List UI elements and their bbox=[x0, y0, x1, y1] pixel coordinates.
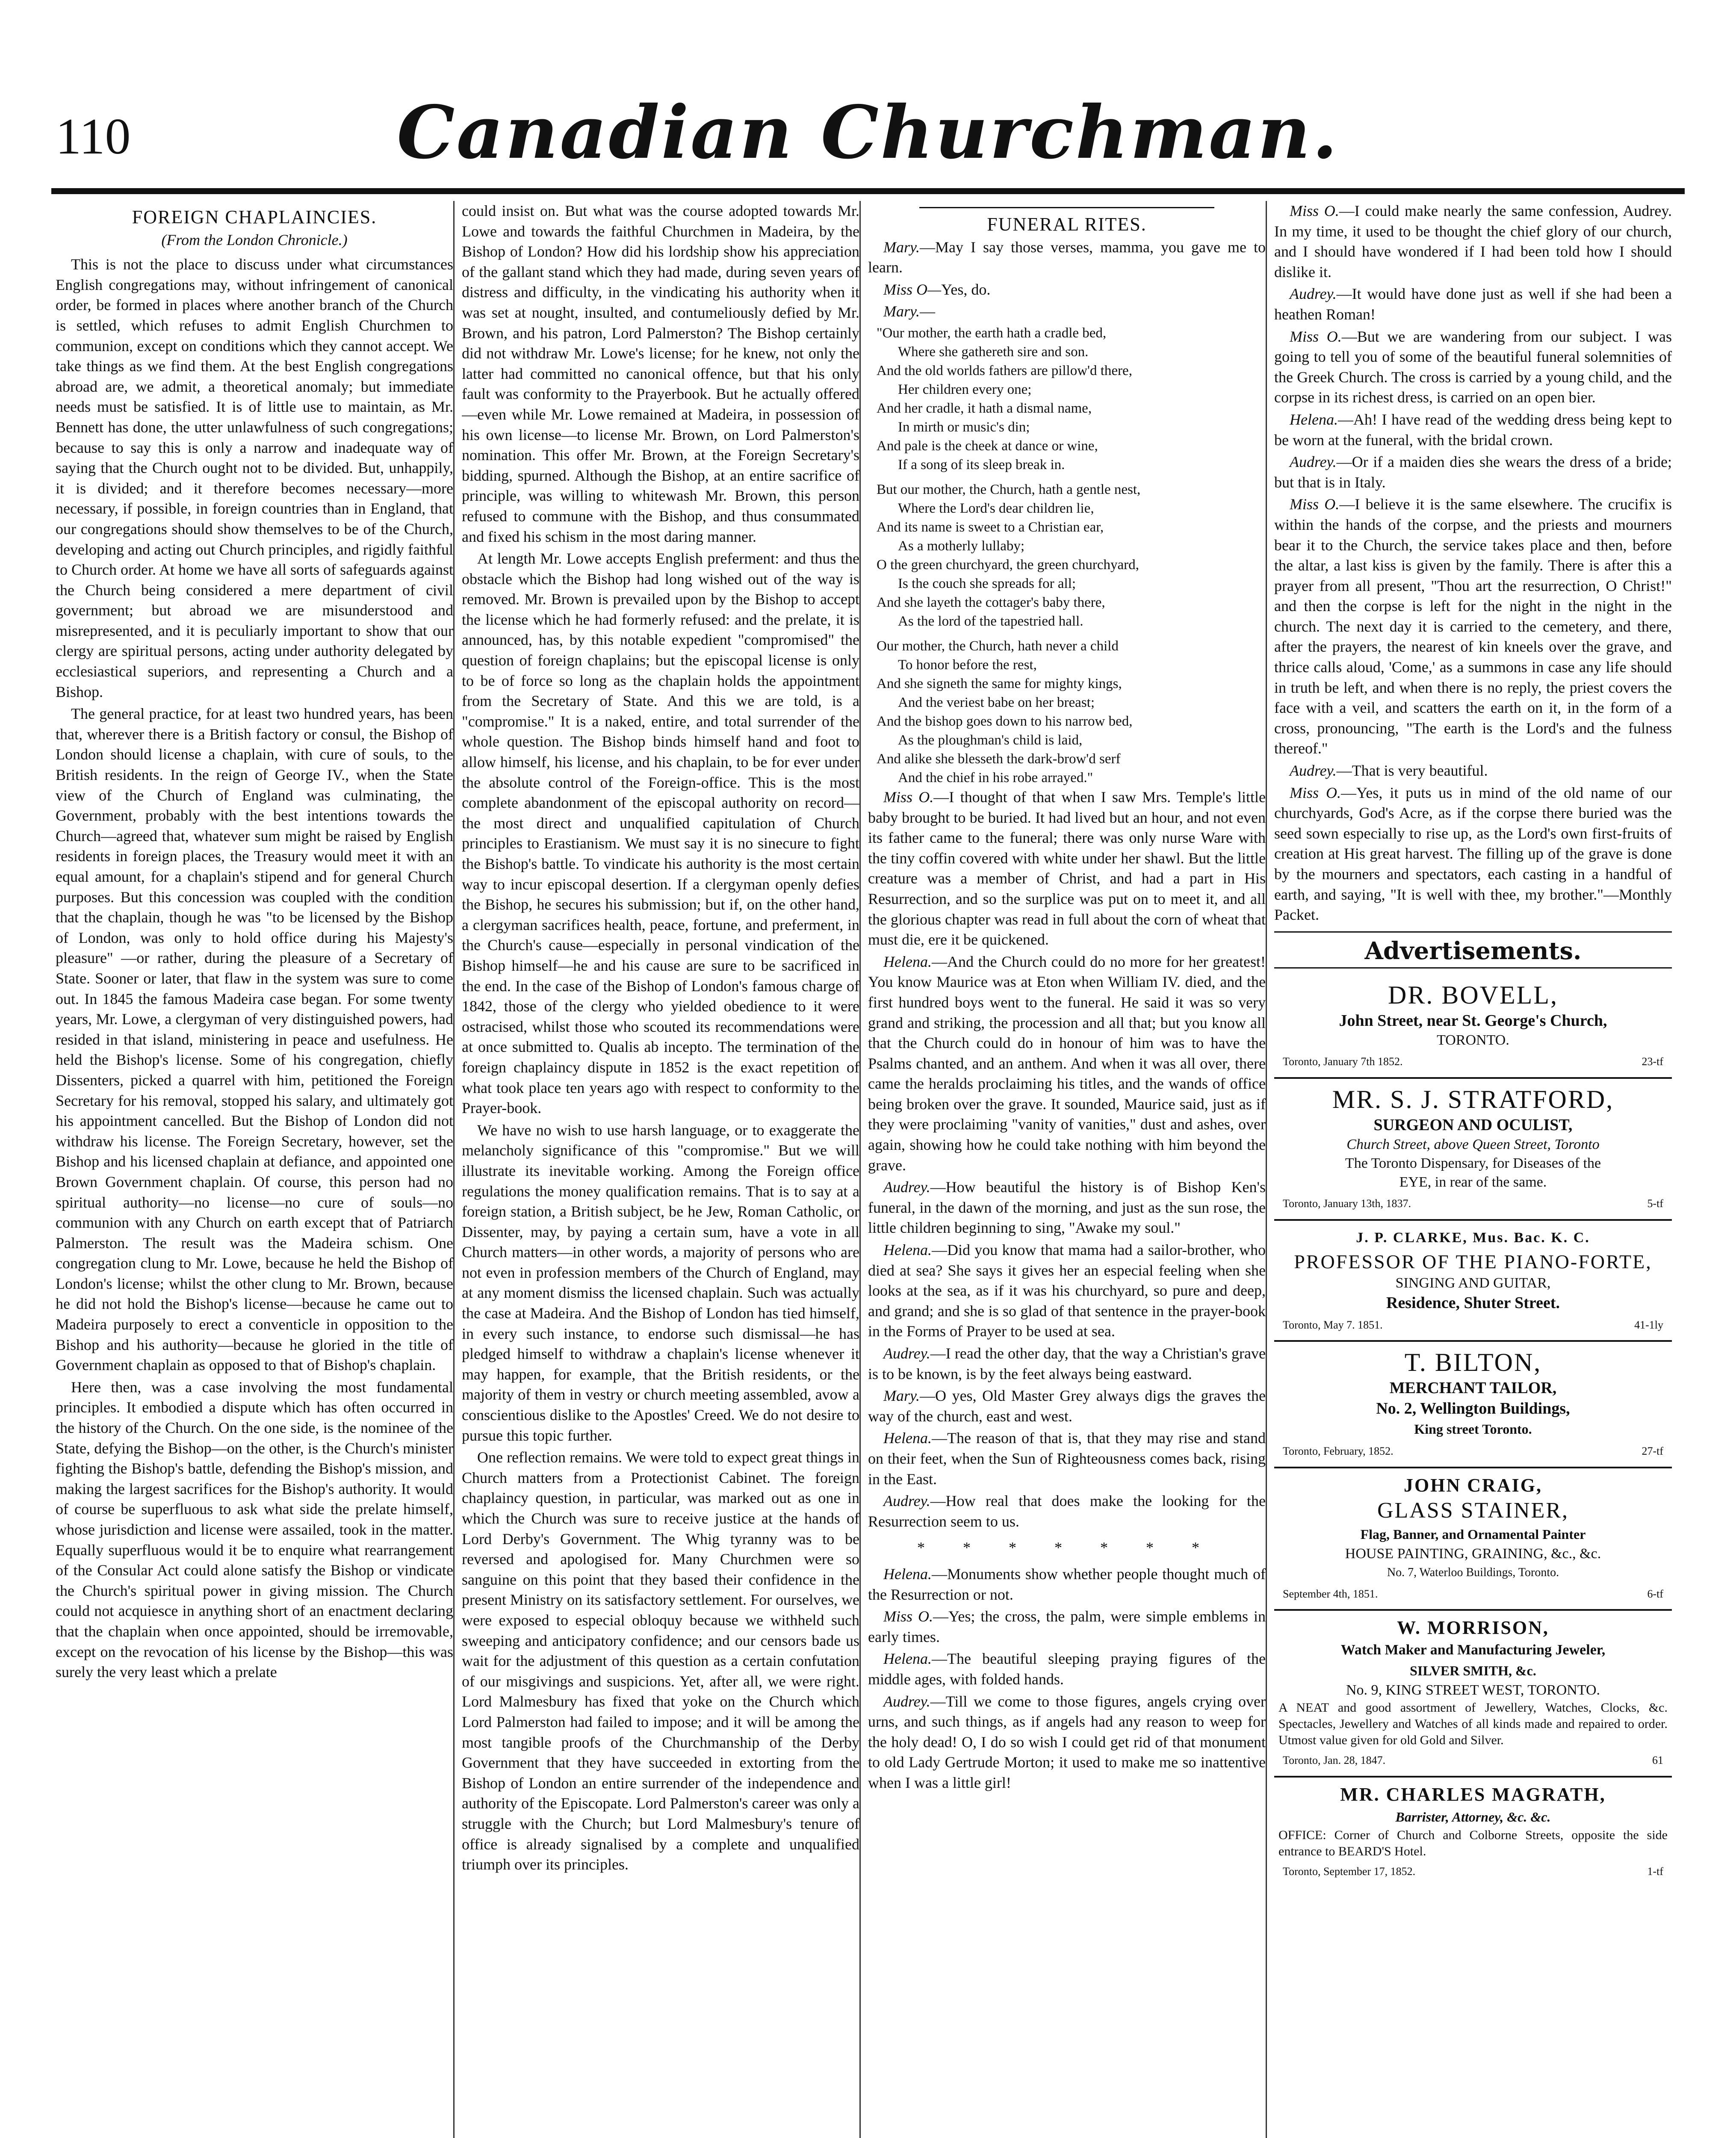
article-paragraph: This is not the place to discuss under what circumstances English congregations may, without infringement of canonical order, be formed in places where another branch of the Church is settled, which refuses to admit English Churchmen to communion, except on conditions which they cannot accept. We take things as we find them. At the best English congregations abroad are, we admit, a theoretical anomaly; but immediate needs must be satisfied. It is of little use to maintain, as Mr. Bennett has done, the utter unlawfulness of such congregations; because to say this is only a narrow and inadequate way of saying that the Church ought not to be divided. But, unhappily, it is divided; and it therefore becomes necessary—more necessary, if possible, in foreign countries than in England, that our congregations should show themselves to be of the Church, developing and acting out Church principles, and rigidly faithful to Church order. At home we have all sorts of safeguards against the Church being considered a mere department of civil government; but abroad we are misunderstood and misrepresented, and it is peculiarly important to show that our clergy are spiritual persons, acting under authority delegated by ecclesiastical superiors, and representing a Church and a Bishop. bbox=[56, 256, 453, 700]
verse-line: "Our mother, the earth hath a cradle bed, bbox=[877, 325, 1107, 341]
verse-line: And the bishop goes down to his narrow bed, bbox=[877, 713, 1133, 729]
ad-line: TORONTO. bbox=[1437, 1032, 1509, 1048]
speaker: Helena. bbox=[883, 1429, 932, 1447]
ad-line: PROFESSOR OF THE PIANO-FORTE, bbox=[1294, 1250, 1652, 1273]
ad-line: SURGEON AND OCULIST, bbox=[1373, 1116, 1573, 1134]
dialogue-text: —Ah! I have read of the wedding dress being kept to be worn at the funeral, with the bridal crown. bbox=[1274, 410, 1672, 449]
speaker: Audrey. bbox=[883, 1492, 930, 1510]
advertisement bbox=[1274, 975, 1672, 1079]
column-3 bbox=[868, 201, 1266, 2138]
dialogue-line bbox=[1274, 761, 1672, 781]
ad-line: Residence, Shuter Street. bbox=[1386, 1293, 1560, 1312]
dialogue-text: —May I say those verses, mamma, you gave me to learn. bbox=[868, 238, 1266, 276]
ad-name: J. P. CLARKE, Mus. Bac. K. C. bbox=[1356, 1229, 1590, 1246]
article-paragraph: The general practice, for at least two hundred years, has been that, wherever there is a British factory or consul, the Bishop of London should license a chaplain, with cure of souls, to the British residents. In the reign of George IV., when the State view of the Church of England was culminating, the Government, probably with the best intentions towards the Church—agreed that, whatever sum might be raised by English residents in foreign places, the Treasury would meet it with an equal amount, for a chaplain's stipend and for general Church purposes. But this concession was coupled with the condition that the chaplain, though he was "to be licensed by the Bishop of London, was only to hold office during his Majesty's pleasure" —or rather, during the pleasure of a Secretary of State. Sooner or later, that flaw in the system was sure to come out. In 1845 the famous Madeira case began. For some twenty years, Mr. Lowe, a clergyman of very distinguished powers, had resided in that island, ministering in peace and usefulness. He held the Bishop's license. Some of his congregation, chiefly Dissenters, picked a quarrel with him, petitioned the Foreign Secretary for his removal, stopped his salary, and ultimately got his appointment cancelled. But the Bishop of London did not withdraw his license. The Foreign Secretary, however, set the Bishop and his licensed chaplain at defiance, and appointed one Brown Government chaplain. Of course, this person had no spiritual authority—no license—no cure of souls—no communion with any Church on earth except that of Patriarch Palmerston. The result was the Madeira schism. One congregation clung to Mr. Lowe, because he held the Bishop of London's license; whilst the other clung to Mr. Brown, because he did not hold the Bishop's license—because he came out to Madeira purposely to erect a conventicle in opposition to the Bishop and his authority—because he gloried in the title of Government chaplain as opposed to that of Bishop's chaplain. bbox=[56, 705, 453, 1374]
ad-name: MR. CHARLES MAGRATH, bbox=[1340, 1784, 1606, 1805]
dialogue-text: —Yes, it puts us in mind of the old name of our churchyards, God's Acre, as if the corpse there buried was the seed sown especially to rise up, as the Lord's own first-fruits of creation at His great harvest. The filling up of the grave is done by the mourners and spectators, each casting in a handful of earth, and saying, "It is well with thee, my brother."—Monthly Packet. bbox=[1274, 784, 1672, 924]
section-rule bbox=[1274, 931, 1672, 933]
dialogue-text: —But we are wandering from our subject. I was going to tell you of some of the beautiful funeral solemnities of the Greek Church. The cross is carried by a young child, and the corpse in its richest dress, is carried on an open bier. bbox=[1274, 328, 1672, 406]
ad-code: 41-1ly bbox=[1634, 1318, 1663, 1331]
dialogue-text: —Did you know that mama had a sailor-brother, who died at sea? She says it gives her an especial feeling when she looks at the sea, as if it was his churchyard, so pure and deep, and grand; and she is so glad of that sentence in the prayer-book in the Forms of Prayer to be used at sea. bbox=[868, 1241, 1266, 1340]
ad-text: A NEAT and good assortment of Jewellery, Watches, Clocks, &c. Spectacles, Jewellery and Watches of all kinds made and repaired to order. Utmost value given for old Gold and Silver. bbox=[1278, 1701, 1668, 1748]
speaker: Mary. bbox=[883, 1387, 920, 1405]
advertisement bbox=[1274, 1079, 1672, 1221]
verse-line: As a motherly lullaby; bbox=[898, 538, 1025, 554]
dialogue-line bbox=[868, 1240, 1266, 1342]
article-paragraph: At length Mr. Lowe accepts English preferment: and thus the obstacle which the Bishop had long wished out of the way is removed. Mr. Brown is prevailed upon by the Bishop to accept the license which he had formerly refused: and the prelate, it is announced, has, by this notable expedient "compromised" the question of foreign chaplains; but the episcopal license is only to be of force so long as the chaplain holds the appointment from the Secretary of State. And this we are told, is a "compromise." It is a naked, entire, and total surrender of the whole question. The Bishop binds himself hand and foot to allow himself, his license, and his chaplain, to be for ever under the absolute control of the Foreign-office. This is the most complete abandonment of the episcopal authority on record—the most direct and unqualified capitulation of Church principles to Erastianism. We must say it is no sinecure to fight the Bishop's battle. To vindicate his authority is the most certain way to incur episcopal desertion. If a clergyman openly defies the Bishop, he secures his submission; but if, on the other hand, a clergyman sacrifices health, peace, fortune, and preferment, in the Church's cause—especially in personal vindication of the Bishop himself—he and his cause are sure to be sacrificed in the end. In the case of the Bishop of London's famous charge of 1842, those of the clergy who yielded obedience to it were ostracised, whilst those who scouted its recommendations were at once submitted to. Qualis ab incepto. The termination of the foreign chaplaincy dispute in 1852 is the exact repetition of what took place ten years ago with respect to conformity to the Prayer-book. bbox=[462, 550, 859, 1117]
verse-line: Our mother, the Church, hath never a child bbox=[877, 638, 1119, 654]
article-paragraph: could insist on. But what was the course adopted towards Mr. Lowe and towards the faithful Churchmen in Madeira, by the Bishop of London? How did his lordship show his appreciation of the gallant stand which they had made, during seven years of distress and difficulty, in the vindicating his authority when it was set at nought, insulted, and contumeliously defied by Mr. Brown, and his patron, Lord Palmerston? The Bishop certainly did not withdraw Mr. Lowe's license; for he knew, not only the latter had committed no canonical offence, but that his only fault was conformity to the Prayerbook. But he actually offered—even while Mr. Lowe remained at Madeira, in possession of his own license—to license Mr. Brown, on Lord Palmerston's nomination. This offer Mr. Brown, at the Foreign Secretary's bidding, spurned. Although the Bishop, at an entire sacrifice of principle, was willing to whitewash Mr. Brown, this person refused to commune with the Bishop, and thus consummated and fixed his schism in the most daring manner. bbox=[462, 202, 859, 545]
ad-date: Toronto, January 13th, 1837. bbox=[1283, 1197, 1411, 1210]
ad-code: 23-tf bbox=[1642, 1055, 1663, 1068]
ad-code: 61 bbox=[1652, 1754, 1663, 1767]
dialogue-text: —Till we come to those figures, angels crying over urns, and such things, as if angels had any reason to weep for the holy dead! O, I do so wish I could get rid of that monument to old Lady Gertrude Morton; it used to make me so inattentive when I was a little girl! bbox=[868, 1692, 1266, 1791]
dialogue-line bbox=[868, 1606, 1266, 1647]
column-divider bbox=[1266, 201, 1267, 2138]
dialogue-line bbox=[1274, 284, 1672, 325]
speaker: Audrey. bbox=[1290, 762, 1337, 780]
speaker: Miss O. bbox=[1290, 784, 1341, 801]
ad-text: OFFICE: Corner of Church and Colborne Streets, opposite the side entrance to BEARD'S Hotel. bbox=[1278, 1828, 1668, 1858]
ad-date: Toronto, January 7th 1852. bbox=[1283, 1055, 1403, 1068]
dialogue-line bbox=[868, 787, 1266, 950]
ad-name: W. MORRISON, bbox=[1397, 1617, 1549, 1639]
advertisement bbox=[1274, 1778, 1672, 1887]
article-source: (From the London Chronicle.) bbox=[161, 231, 348, 248]
article-title: FOREIGN CHAPLAINCIES. bbox=[132, 207, 377, 227]
verse-line: And her cradle, it hath a dismal name, bbox=[877, 400, 1092, 416]
speaker: Mary. bbox=[883, 303, 920, 320]
dialogue-line bbox=[1274, 494, 1672, 759]
verse-line: Her children every one; bbox=[898, 381, 1032, 397]
article-paragraph: We have no wish to use harsh language, or to exaggerate the melancholy significance of this "compromise." But we will illustrate its inevitable working. Among the Foreign office regulations the money qualification remains. That is to say at a foreign station, a British subject, be he Jew, Roman Catholic, or Dissenter, may, by paying a certain sum, have a vote in all Church matters—in other words, a majority of persons who are not even in profession members of the Church of England, may at any moment dismiss the licensed chaplain. Such was actually the case at Madeira. And the Bishop of London has tied himself, in every such instance, to endorse such dismissal—he has pledged himself to withdraw a chaplain's license whenever it may happen, for example, that the British residents, or the majority of them in vestry or church meeting assembled, avow a conscientious dislike to the Apostles' Creed. We do not desire to pursue this topic further. bbox=[462, 1121, 859, 1444]
verse-line: To honor before the rest, bbox=[898, 657, 1037, 673]
dialogue-text: —Yes; the cross, the palm, were simple emblems in early times. bbox=[868, 1608, 1266, 1645]
dialogue-text: —The beautiful sleeping praying figures of the middle ages, with folded hands. bbox=[868, 1650, 1266, 1688]
dialogue-line bbox=[868, 301, 1266, 322]
dialogue-line bbox=[868, 1491, 1266, 1532]
dialogue-text: * * * * * * * bbox=[917, 1539, 1216, 1556]
verse-line: And its name is sweet to a Christian ear, bbox=[877, 519, 1104, 535]
ad-footer bbox=[1274, 1582, 1672, 1604]
verse-line: If a song of its sleep break in. bbox=[898, 457, 1065, 472]
dialogue-text: — bbox=[920, 303, 935, 320]
dialogue-line bbox=[868, 1386, 1266, 1426]
verse-line: O the green churchyard, the green churchyard, bbox=[877, 557, 1139, 573]
dialogue-line bbox=[868, 952, 1266, 1176]
dialogue-line bbox=[868, 237, 1266, 278]
ad-line: EYE, in rear of the same. bbox=[1399, 1174, 1547, 1190]
ad-date: Toronto, May 7. 1851. bbox=[1283, 1318, 1383, 1331]
dialogue-line bbox=[868, 1649, 1266, 1689]
ad-line: Church Street, above Queen Street, Toronto bbox=[1346, 1136, 1600, 1152]
dialogue-line bbox=[868, 280, 1266, 300]
ad-line: Flag, Banner, and Ornamental Painter bbox=[1360, 1526, 1586, 1542]
speaker: Miss O. bbox=[1290, 202, 1339, 219]
column-divider bbox=[859, 201, 861, 2138]
ad-footer bbox=[1274, 1313, 1672, 1335]
column-2 bbox=[462, 201, 859, 2138]
ad-line: Barrister, Attorney, &c. &c. bbox=[1395, 1809, 1551, 1825]
ad-date: September 4th, 1851. bbox=[1283, 1587, 1378, 1600]
speaker: Audrey. bbox=[883, 1692, 930, 1710]
ad-line: HOUSE PAINTING, GRAINING, &c., &c. bbox=[1345, 1545, 1601, 1562]
column-divider bbox=[453, 201, 455, 2138]
verse-line: As the lord of the tapestried hall. bbox=[898, 613, 1084, 629]
ad-footer bbox=[1274, 1860, 1672, 1882]
ad-name: JOHN CRAIG, bbox=[1404, 1474, 1542, 1496]
dialogue-text: —The reason of that is, that they may rise and stand on their feet, when the Sun of Righteousness comes back, rising in the East. bbox=[868, 1429, 1266, 1488]
dialogue-line bbox=[868, 1177, 1266, 1238]
ad-footer bbox=[1274, 1050, 1672, 1072]
dialogue-line bbox=[1274, 783, 1672, 925]
article-title: FUNERAL RITES. bbox=[987, 214, 1147, 235]
section-stars bbox=[868, 1538, 1266, 1558]
dialogue-line bbox=[1274, 201, 1672, 282]
article-paragraph: One reflection remains. We were told to expect great things in Church matters from a Protectionist Cabinet. The foreign chaplaincy question, in particular, was marked out as one in which the Church was sure to receive justice at the hands of Lord Derby's Government. The Whig tyranny was to be reversed and apologised for. Many Churchmen were so sanguine on this point that they based their confidence in the present Ministry on its satisfactory settlement. For ourselves, we were exposed to especial obloquy because we withheld such sweeping and anticipatory confidence; and our censors bade us wait for the adjustment of this question as a certain confutation of our misgivings and suspicions. Yet, after all, we were right. Lord Malmesbury has fixed that yoke on the Church which Lord Palmerston had failed to impose; and it will be among the most tangible proofs of the Churchmanship of the Derby Government that they have succeeded in extorting from the Bishop of London an entire surrender of the independence and authority of the Episcopate. Lord Palmerston's career was only a struggle with the Church; but Lord Malmesbury's tenure of office is already signalised by a complete and unqualified triumph over its principles. bbox=[462, 1449, 859, 1873]
dialogue-text: —And the Church could do no more for her greatest! You know Maurice was at Eton when William IV. died, and the first hundred boys went to the funeral. He said it was so very grand and striking, the procession and all that; but you know all that the Church could do in honour of him was to have the Psalms chanted, and an anthem. And when it was all over, there came the heralds proclaiming his titles, and the wands of office being broken over the grave. It sounded, Maurice said, just as if they were proclaiming "vanity of vanities," dust and ashes, over again, showing how he could take nothing with him beyond the grave. bbox=[868, 953, 1266, 1174]
ad-line: MERCHANT TAILOR, bbox=[1389, 1379, 1557, 1397]
dialogue-text: Yes, do. bbox=[941, 281, 991, 298]
dialogue-line bbox=[868, 1692, 1266, 1793]
verse-line: And the old worlds fathers are pillow'd there, bbox=[877, 363, 1132, 378]
ad-line: John Street, near St. George's Church, bbox=[1339, 1012, 1607, 1030]
ad-date: Toronto, February, 1852. bbox=[1283, 1445, 1394, 1458]
verse-line: But our mother, the Church, hath a gentle nest, bbox=[877, 481, 1141, 497]
ad-footer bbox=[1274, 1192, 1672, 1214]
newspaper-title: Canadian Churchman. bbox=[397, 90, 1339, 175]
advertisement bbox=[1274, 1468, 1672, 1611]
speaker: Miss O. bbox=[883, 788, 934, 806]
dialogue-text: —I read the other day, that the way a Christian's grave is to be known, is by the feet always being eastward. bbox=[868, 1345, 1266, 1382]
advertisement bbox=[1274, 1221, 1672, 1342]
ad-line: King street Toronto. bbox=[1414, 1421, 1532, 1437]
dialogue-text: —Or if a maiden dies she wears the dress of a bride; but that is in Italy. bbox=[1274, 453, 1672, 491]
ad-footer bbox=[1274, 1439, 1672, 1462]
dialogue-line bbox=[1274, 410, 1672, 450]
column-4 bbox=[1274, 201, 1672, 2138]
dialogue-text: —I thought of that when I saw Mrs. Temple's little baby brought to be buried. It had lived but an hour, and not even its father came to the funeral; there was only nurse Ware with the tiny coffin covered with white under her shawl. But the little creature was a member of Christ, and had a part in His Resurrection, and so the surplice was put on to meet it, and all the glorious chapter was read in full about the corn of wheat that must die, ere it be quickened. bbox=[868, 788, 1266, 948]
ad-line: The Toronto Dispensary, for Diseases of the bbox=[1345, 1155, 1601, 1171]
verse-line: And pale is the cheek at dance or wine, bbox=[877, 438, 1098, 454]
dialogue-line bbox=[868, 1344, 1266, 1384]
ad-name: MR. S. J. STRATFORD, bbox=[1332, 1085, 1614, 1113]
dialogue-line bbox=[1274, 452, 1672, 493]
verse-line: And she layeth the cottager's baby there, bbox=[877, 594, 1105, 610]
dialogue-text: —Monuments show whether people thought much of the Resurrection or not. bbox=[868, 1565, 1266, 1603]
speaker: Audrey. bbox=[883, 1178, 930, 1196]
verse-line: And alike she blesseth the dark-brow'd serf bbox=[877, 751, 1121, 767]
dialogue-line bbox=[1274, 327, 1672, 408]
article-paragraph: Here then, was a case involving the most fundamental principles. It embodied a dispute which has often occurred in the history of the Church. On the one side, is the nominee of the State, defying the Bishop—on the other, is the Church's minister fighting the Bishop's battle, defending the Bishop's mission, and making the largest sacrifices for the Bishop's authority. It would of course be superfluous to ask what side the prelate himself, whose jurisdiction and license were assailed, took in the matter. Equally superfluous would it be to enquire what rearrangement of the Consular Act could alone satisfy the Bishop or vindicate the Church's spiritual power in giving mission. The Church could not acquiesce in anything short of an enactment declaring that the chaplain when once appointed, should be irremovable, except on the revocation of his license by the Bishop—this was surely the very least which a prelate bbox=[56, 1378, 453, 1681]
dialogue-text: —I believe it is the same elsewhere. The crucifix is within the hands of the corpse, and the priests and mourners bear it to the Church, the service takes place and then, before the altar, a last kiss is given by the family. There is after this a prayer from all present, "Thou art the resurrection, O Christ!" and then the corpse is left for the night in the night in the church. The next day it is carried to the cemetery, and there, after the prayers, the nearest of kin kneels over the grave, and thrice calls aloud, 'Come,' as a summons in case any life should in truth be left, and when there is no reply, the priest covers the face with a veil, and scatters the earth on it, in the form of a cross, pronouncing, "The earth is the Lord's and the fulness thereof." bbox=[1274, 496, 1672, 757]
column-1 bbox=[56, 201, 453, 2138]
dialogue-text: —It would have done just as well if she had been a heathen Roman! bbox=[1274, 285, 1672, 323]
page-number: 110 bbox=[56, 108, 131, 165]
ad-line: SILVER SMITH, &c. bbox=[1410, 1663, 1536, 1679]
verse-line: And the veriest babe on her breast; bbox=[898, 694, 1095, 710]
advertisement bbox=[1274, 1611, 1672, 1778]
ad-date: Toronto, Jan. 28, 1847. bbox=[1283, 1754, 1386, 1767]
speaker: Miss O. bbox=[1290, 496, 1340, 513]
ad-line: No. 7, Waterloo Buildings, Toronto. bbox=[1387, 1565, 1559, 1579]
ad-name: DR. BOVELL, bbox=[1388, 981, 1558, 1010]
advertisements-title: Advertisements. bbox=[1364, 936, 1582, 965]
ad-code: 27-tf bbox=[1642, 1445, 1663, 1458]
speaker: Helena. bbox=[883, 1565, 932, 1583]
dialogue-text: —O yes, Old Master Grey always digs the graves the way of the church, east and west. bbox=[868, 1387, 1266, 1425]
verse-line: Where she gathereth sire and son. bbox=[898, 344, 1089, 360]
speaker: Helena. bbox=[1290, 410, 1338, 428]
verse-line: Is the couch she spreads for all; bbox=[898, 576, 1076, 591]
ad-date: Toronto, September 17, 1852. bbox=[1283, 1865, 1416, 1878]
ad-line: SINGING AND GUITAR, bbox=[1395, 1275, 1551, 1291]
ad-code: 6-tf bbox=[1647, 1587, 1663, 1600]
speaker: Miss O. bbox=[1290, 328, 1342, 345]
poem bbox=[868, 324, 1266, 787]
dialogue-text: —How beautiful the history is of Bishop Ken's funeral, in the dawn of the morning, and just as the sun rose, the little children beginning to sing, "Awake my soul." bbox=[868, 1178, 1266, 1237]
verse-line: Where the Lord's dear children lie, bbox=[898, 500, 1094, 516]
speaker: Helena. bbox=[883, 1650, 932, 1668]
speaker: Helena. bbox=[883, 953, 932, 970]
speaker: Audrey. bbox=[1290, 285, 1337, 303]
dialogue-line bbox=[868, 1564, 1266, 1605]
section-rule bbox=[919, 207, 1214, 208]
verse-line: As the ploughman's child is laid, bbox=[898, 732, 1083, 748]
ad-footer bbox=[1274, 1748, 1672, 1771]
ad-line: No. 2, Wellington Buildings, bbox=[1376, 1400, 1570, 1418]
dialogue-line bbox=[868, 1428, 1266, 1489]
dialogue-text: —I could make nearly the same confession, Audrey. In my time, it used to be thought the chief glory of our church, and I should have wondered if I had been told how I should dislike it. bbox=[1274, 202, 1672, 281]
speaker: Miss O. bbox=[883, 1608, 933, 1625]
ad-name: T. BILTON, bbox=[1404, 1348, 1542, 1377]
ad-line: Watch Maker and Manufacturing Jeweler, bbox=[1340, 1642, 1606, 1658]
dialogue-text: —That is very beautiful. bbox=[1336, 762, 1488, 780]
speaker: Miss O— bbox=[883, 281, 942, 298]
ad-line: GLASS STAINER, bbox=[1377, 1498, 1569, 1523]
masthead-rule bbox=[51, 188, 1685, 194]
verse-line: And she signeth the same for mighty kings, bbox=[877, 676, 1122, 691]
verse-line: In mirth or music's din; bbox=[898, 419, 1030, 435]
section-rule bbox=[1274, 967, 1672, 969]
masthead bbox=[0, 90, 1736, 201]
speaker: Audrey. bbox=[883, 1345, 930, 1362]
speaker: Mary. bbox=[883, 238, 920, 256]
verse-line: And the chief in his robe arrayed." bbox=[898, 770, 1093, 786]
ad-code: 1-tf bbox=[1647, 1865, 1663, 1878]
advertisement bbox=[1274, 1342, 1672, 1468]
ad-code: 5-tf bbox=[1647, 1197, 1663, 1210]
speaker: Audrey. bbox=[1290, 453, 1337, 471]
speaker: Helena. bbox=[883, 1241, 932, 1259]
dialogue-text: —How real that does make the looking for the Resurrection seem to us. bbox=[868, 1492, 1266, 1530]
ad-line: No. 9, KING STREET WEST, TORONTO. bbox=[1346, 1682, 1600, 1698]
